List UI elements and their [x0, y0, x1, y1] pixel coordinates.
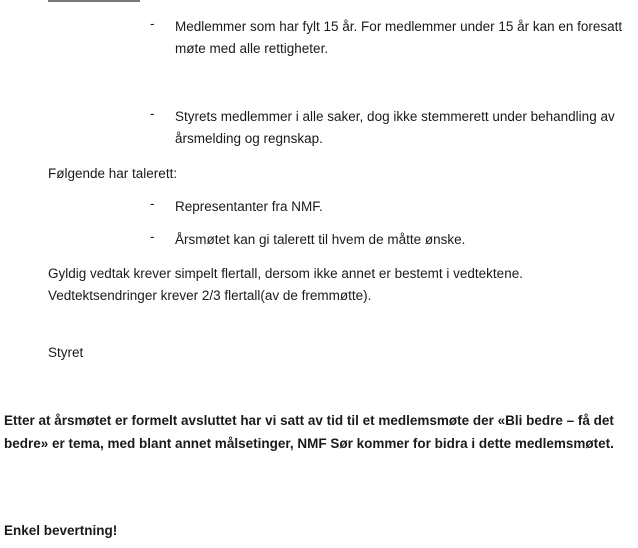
list-item-text: Medlemmer som har fylt 15 år. For medlemmer under 15 år kan en foresatt møte med alle rettigheter. — [175, 19, 623, 56]
talerett-heading: Følgende har talerett: — [48, 166, 178, 181]
vedtak-line-1: Gyldig vedtak krever simpelt flertall, dersom ikke annet er bestemt i vedtektene. — [48, 266, 523, 281]
top-rule-fragment — [48, 0, 140, 2]
meeting-note: Etter at årsmøtet er formelt avsluttet har vi satt av tid til et medlemsmøte der «Bli bedre – få det bedre» er tema, med blant annet målsetinger, NMF Sør kommer for bidra i dette medlemsmøtet. — [4, 413, 614, 451]
list-item-text: Årsmøtet kan gi talerett til hvem de måtte ønske. — [175, 232, 466, 247]
refreshments-note: Enkel bevertning! — [4, 523, 118, 538]
vedtak-line-2: Vedtektsendringer krever 2/3 flertall(av de fremmøtte). — [48, 288, 372, 303]
list-item-text: Representanter fra NMF. — [175, 199, 323, 214]
bullet-dash: - — [150, 16, 155, 31]
bullet-dash: - — [150, 229, 155, 244]
list-item-text: Styrets medlemmer i alle saker, dog ikke stemmerett under behandling av årsmelding og regnskap. — [175, 109, 615, 146]
bullet-dash: - — [150, 196, 155, 211]
bullet-dash: - — [150, 106, 155, 121]
signature: Styret — [48, 345, 84, 360]
